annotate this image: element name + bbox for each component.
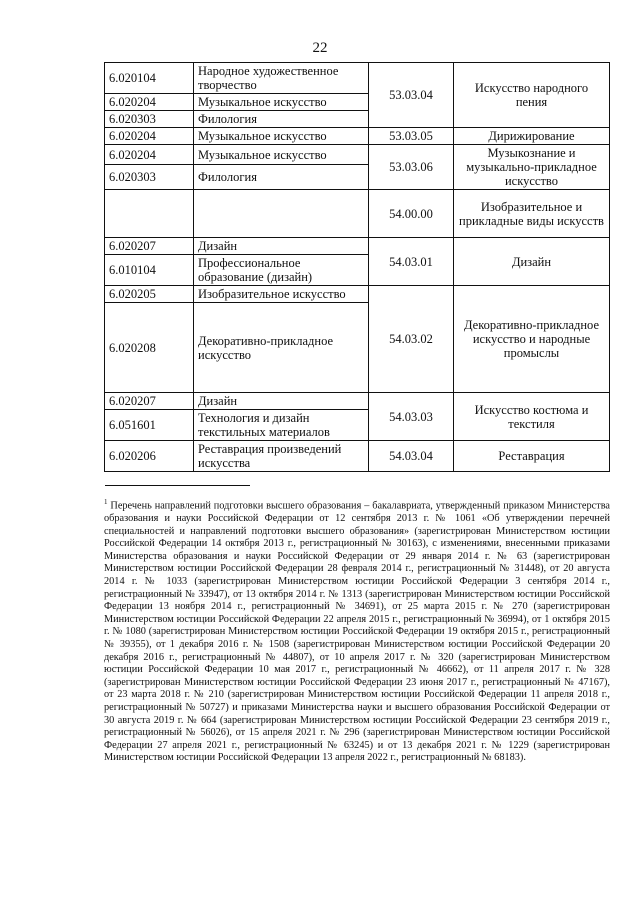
direction-name: Искусство народного пения: [454, 63, 610, 128]
spec-name: Народное художественное творчество: [194, 63, 369, 94]
table-row: [105, 63, 610, 94]
table-row: [105, 145, 610, 165]
direction-code: 54.03.03: [369, 393, 454, 441]
spec-code: 6.020204: [105, 94, 194, 111]
direction-code: 53.03.05: [369, 128, 454, 145]
spec-name: Филология: [194, 165, 369, 190]
direction-code: 54.03.04: [369, 441, 454, 472]
spec-name: Изобразительное искусство: [194, 286, 369, 303]
spec-name: Музыкальное искусство: [194, 94, 369, 111]
footnote: [104, 496, 610, 765]
spec-code: 6.020303: [105, 165, 194, 190]
page-number: 22: [312, 40, 328, 56]
footnote-text: Перечень направлений подготовки высшего образования – бакалавриата, утвержденный приказом Министерства образования и науки Российской Федерации от 12 сентября 2013 г. № 1061 «Об утверждении перечней специальностей и направлений подготовки высшего образования» (зарегистрирован Министерством юстиции Российской Федерации 14 октября 2013 г., регистрационный № 30163), с изменениями, внесенными приказами Министерства образования и науки Российской Федерации от 29 января 2014 г. № 63 (зарегистрирован Министерством юстиции Российской Федерации 28 февраля 2014 г., регистрационный № 31448), от 20 августа 2014 г. № 1033 (зарегистрирован Министерством юстиции Российской Федерации 3 сентября 2014 г., регистрационный № 33947), от 13 октября 2014 г. № 1313 (зарегистрирован Министерством юстиции Российской Федерации 13 ноября 2014 г., регистрационный № 34691), от 25 марта 2015 г. № 270 (зарегистрирован Министерством юстиции Российской Федерации 22 апреля 2015 г., регистрационный № 36994), от 1 октября 2015 г. № 1080 (зарегистрирован Министерством юстиции Российской Федерации 19 октября 2015 г., регистрационный № 39355), от 1 декабря 2016 г. № 1508 (зарегистрирован Министерством юстиции Российской Федерации 20 декабря 2016 г., регистрационный № 44807), от 10 апреля 2017 г. № 320 (зарегистрирован Министерством юстиции Российской Федерации 10 мая 2017 г., регистрационный № 46662), от 11 апреля 2017 г. № 328 (зарегистрирован Министерством юстиции Российской Федерации 23 июня 2017 г., регистрационный № 47167), от 23 марта 2018 г. № 210 (зарегистрирован Министерством юстиции Российской Федерации 11 апреля 2018 г., регистрационный № 50727) и приказами Министерства науки и высшего образования Российской Федерации от 30 августа 2019 г. № 664 (зарегистрирован Министерством юстиции Российской Федерации 23 сентября 2019 г., регистрационный № 56026), от 15 апреля 2021 г. № 296 (зарегистрирован Министерством юстиции Российской Федерации 27 апреля 2021 г., регистрационный № 63245) и от 13 декабря 2021 г. № 1229 (зарегистрирован Министерством юстиции Российской Федерации 13 апреля 2022 г., регистрационный № 68183).: [104, 500, 610, 764]
direction-name: Дизайн: [454, 238, 610, 286]
table-row: [105, 128, 610, 145]
spec-name: Технология и дизайн текстильных материалов: [194, 410, 369, 441]
spec-code: 6.020303: [105, 111, 194, 128]
spec-code: 6.020206: [105, 441, 194, 472]
direction-name: Изобразительное и прикладные виды искусств: [454, 190, 610, 238]
footnote-marker: 1: [104, 498, 108, 506]
spec-code: 6.020207: [105, 393, 194, 410]
spec-code: 6.020104: [105, 63, 194, 94]
specialties-table: [104, 62, 610, 472]
spec-name: Профессиональное образование (дизайн): [194, 255, 369, 286]
spec-name: Музыкальное искусство: [194, 128, 369, 145]
direction-name: Искусство костюма и текстиля: [454, 393, 610, 441]
spec-name: Декоративно-прикладное искусство: [194, 303, 369, 393]
direction-code: 53.03.04: [369, 63, 454, 128]
footnote-divider: [105, 485, 250, 486]
direction-name: Декоративно-прикладное искусство и народные промыслы: [454, 286, 610, 393]
spec-code: 6.020204: [105, 128, 194, 145]
spec-code: 6.020208: [105, 303, 194, 393]
direction-code: 54.03.02: [369, 286, 454, 393]
spec-code: 6.051601: [105, 410, 194, 441]
table-row: [105, 286, 610, 303]
direction-name: Реставрация: [454, 441, 610, 472]
spec-code: 6.020207: [105, 238, 194, 255]
spec-name: Дизайн: [194, 238, 369, 255]
direction-code: 54.00.00: [369, 190, 454, 238]
direction-code: 53.03.06: [369, 145, 454, 190]
direction-name: Дирижирование: [454, 128, 610, 145]
table-row: [105, 441, 610, 472]
spec-code: [105, 190, 194, 238]
spec-code: 6.020204: [105, 145, 194, 165]
direction-code: 54.03.01: [369, 238, 454, 286]
spec-name: Реставрация произведений искусства: [194, 441, 369, 472]
spec-name: Филология: [194, 111, 369, 128]
table-row: [105, 393, 610, 410]
table-row: [105, 238, 610, 255]
spec-code: 6.020205: [105, 286, 194, 303]
spec-code: 6.010104: [105, 255, 194, 286]
spec-name: Дизайн: [194, 393, 369, 410]
spec-name: Музыкальное искусство: [194, 145, 369, 165]
spec-name: [194, 190, 369, 238]
direction-name: Музыкознание и музыкально-прикладное искусство: [454, 145, 610, 190]
table-row: [105, 190, 610, 238]
